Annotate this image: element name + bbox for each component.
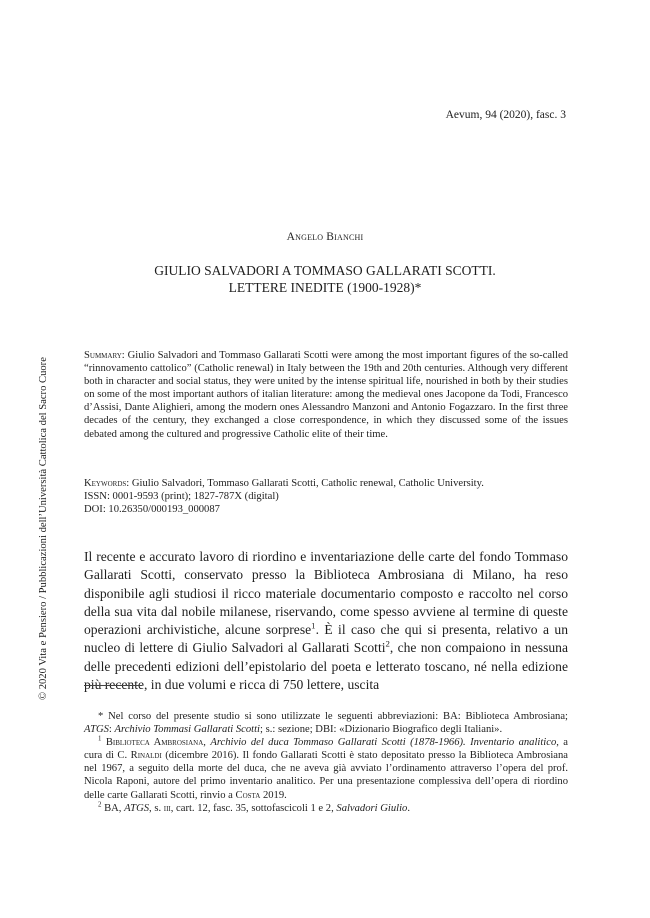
body-text-part-2: . È il caso che qui si presenta, relativo a un nucleo di lettere di Giulio Salvadori al Gallarati Scotti: [84, 622, 568, 656]
footnotes: [84, 710, 568, 815]
issn-line: ISSN: 0001-9593 (print); 1827-787X (digital): [84, 491, 279, 503]
body-text-part-3: , che non compaiono in nessuna delle precedenti edizioni dell’epistolario del poeta e letterato toscano, né nella edizione più recente, in due volumi e ricca di 750 lettere, uscita: [84, 640, 568, 693]
summary-label: Summary: [84, 350, 122, 361]
footnote-2: $^2$ BA, ATGS, s. iii, cart. 12, fasc. 35, sottofascicoli 1 e 2, Salvadori Giulio.: [98, 801, 410, 814]
title-line-2: LETTERE INEDITE (1900-1928)*: [228, 280, 422, 295]
title-line-1: GIULIO SALVADORI A TOMMASO GALLARATI SCOTTI.: [154, 263, 496, 278]
article-title: [0, 262, 650, 296]
journal-reference: Aevum, 94 (2020), fasc. 3: [445, 109, 566, 121]
keywords-line: [84, 477, 568, 490]
footnote-ref-2: 2: [385, 638, 390, 649]
keywords-text: : Giulio Salvadori, Tommaso Gallarati Scotti, Catholic renewal, Catholic University.: [126, 478, 484, 489]
summary-text: : Giulio Salvadori and Tommaso Gallarati Scotti were among the most important figures of the so-called “rinnovamento cattolico” (Catholic renewal) in Italy between the 19th and 20th centuries. Although very different both in character and social status, they were united by the intense spiritual life, nourished in both by their studies on some of the most important authors of italian literature: among the medieval ones Jacopone da Todi, Francesco d’Assisi, Dante Alighieri, among the modern ones Alessandro Manzoni and Antonio Fogazzaro. In the first three decades of the century, they exchanged a close correspondence, in which they discussed some of the issues debated among the cultured and progressive Catholic elite of their time.: [84, 350, 568, 440]
copyright-sidebar: © 2020 Vita e Pensiero / Pubblicazioni dell’Università Cattolica del Sacro Cuore: [38, 357, 49, 700]
footnote-ref-1: 1: [311, 620, 316, 631]
keywords-label: Keywords: [84, 478, 127, 489]
article-author: Angelo Bianchi: [286, 231, 364, 243]
footnote-divider: [84, 685, 142, 686]
summary-abstract: [84, 349, 568, 441]
body-text-part-1: Il recente e accurato lavoro di riordino e inventariazione delle carte del fondo Tommaso Gallarati Scotti, conservato presso la Biblioteca Ambrosiana di Milano, ha reso disponibile agli studiosi il ricco materiale documentario composto e raccolto nel corso della sua vita dal nobile milanese, riservando, come spesso avviene al termine di queste operazioni archivistiche, alcune sorprese: [84, 549, 568, 638]
keywords-block: [84, 477, 568, 516]
footnote-star: * Nel corso del presente studio si sono utilizzate le seguenti abbreviazioni: BA: Biblioteca Ambrosiana; ATGS: Archivio Tommasi Gallarati Scotti; s.: sezione; DBI: «Dizionario Biografico degli Italiani».: [84, 711, 568, 736]
body-paragraph: [84, 548, 568, 694]
doi-line: DOI: 10.26350/000193_000087: [84, 504, 220, 516]
footnote-1: $^1$ Biblioteca Ambrosiana, Archivio del duca Tommaso Gallarati Scotti (1878-1966). Inventario analitico, a cura di C. Rinaldi (dicembre 2016). Il fondo Gallarati Scotti è stato depositato presso la Biblioteca Ambrosiana nel 1967, a seguito della morte del duca, che ne aveva già avviato l’ordinamento attraverso l’opera del prof. Nicola Raponi, autore del primo inventario analitico. Per una presentazione complessiva dell’opera di riordino delle carte Gallarati Scotti, rinvio a Costa 2019.: [84, 735, 569, 801]
